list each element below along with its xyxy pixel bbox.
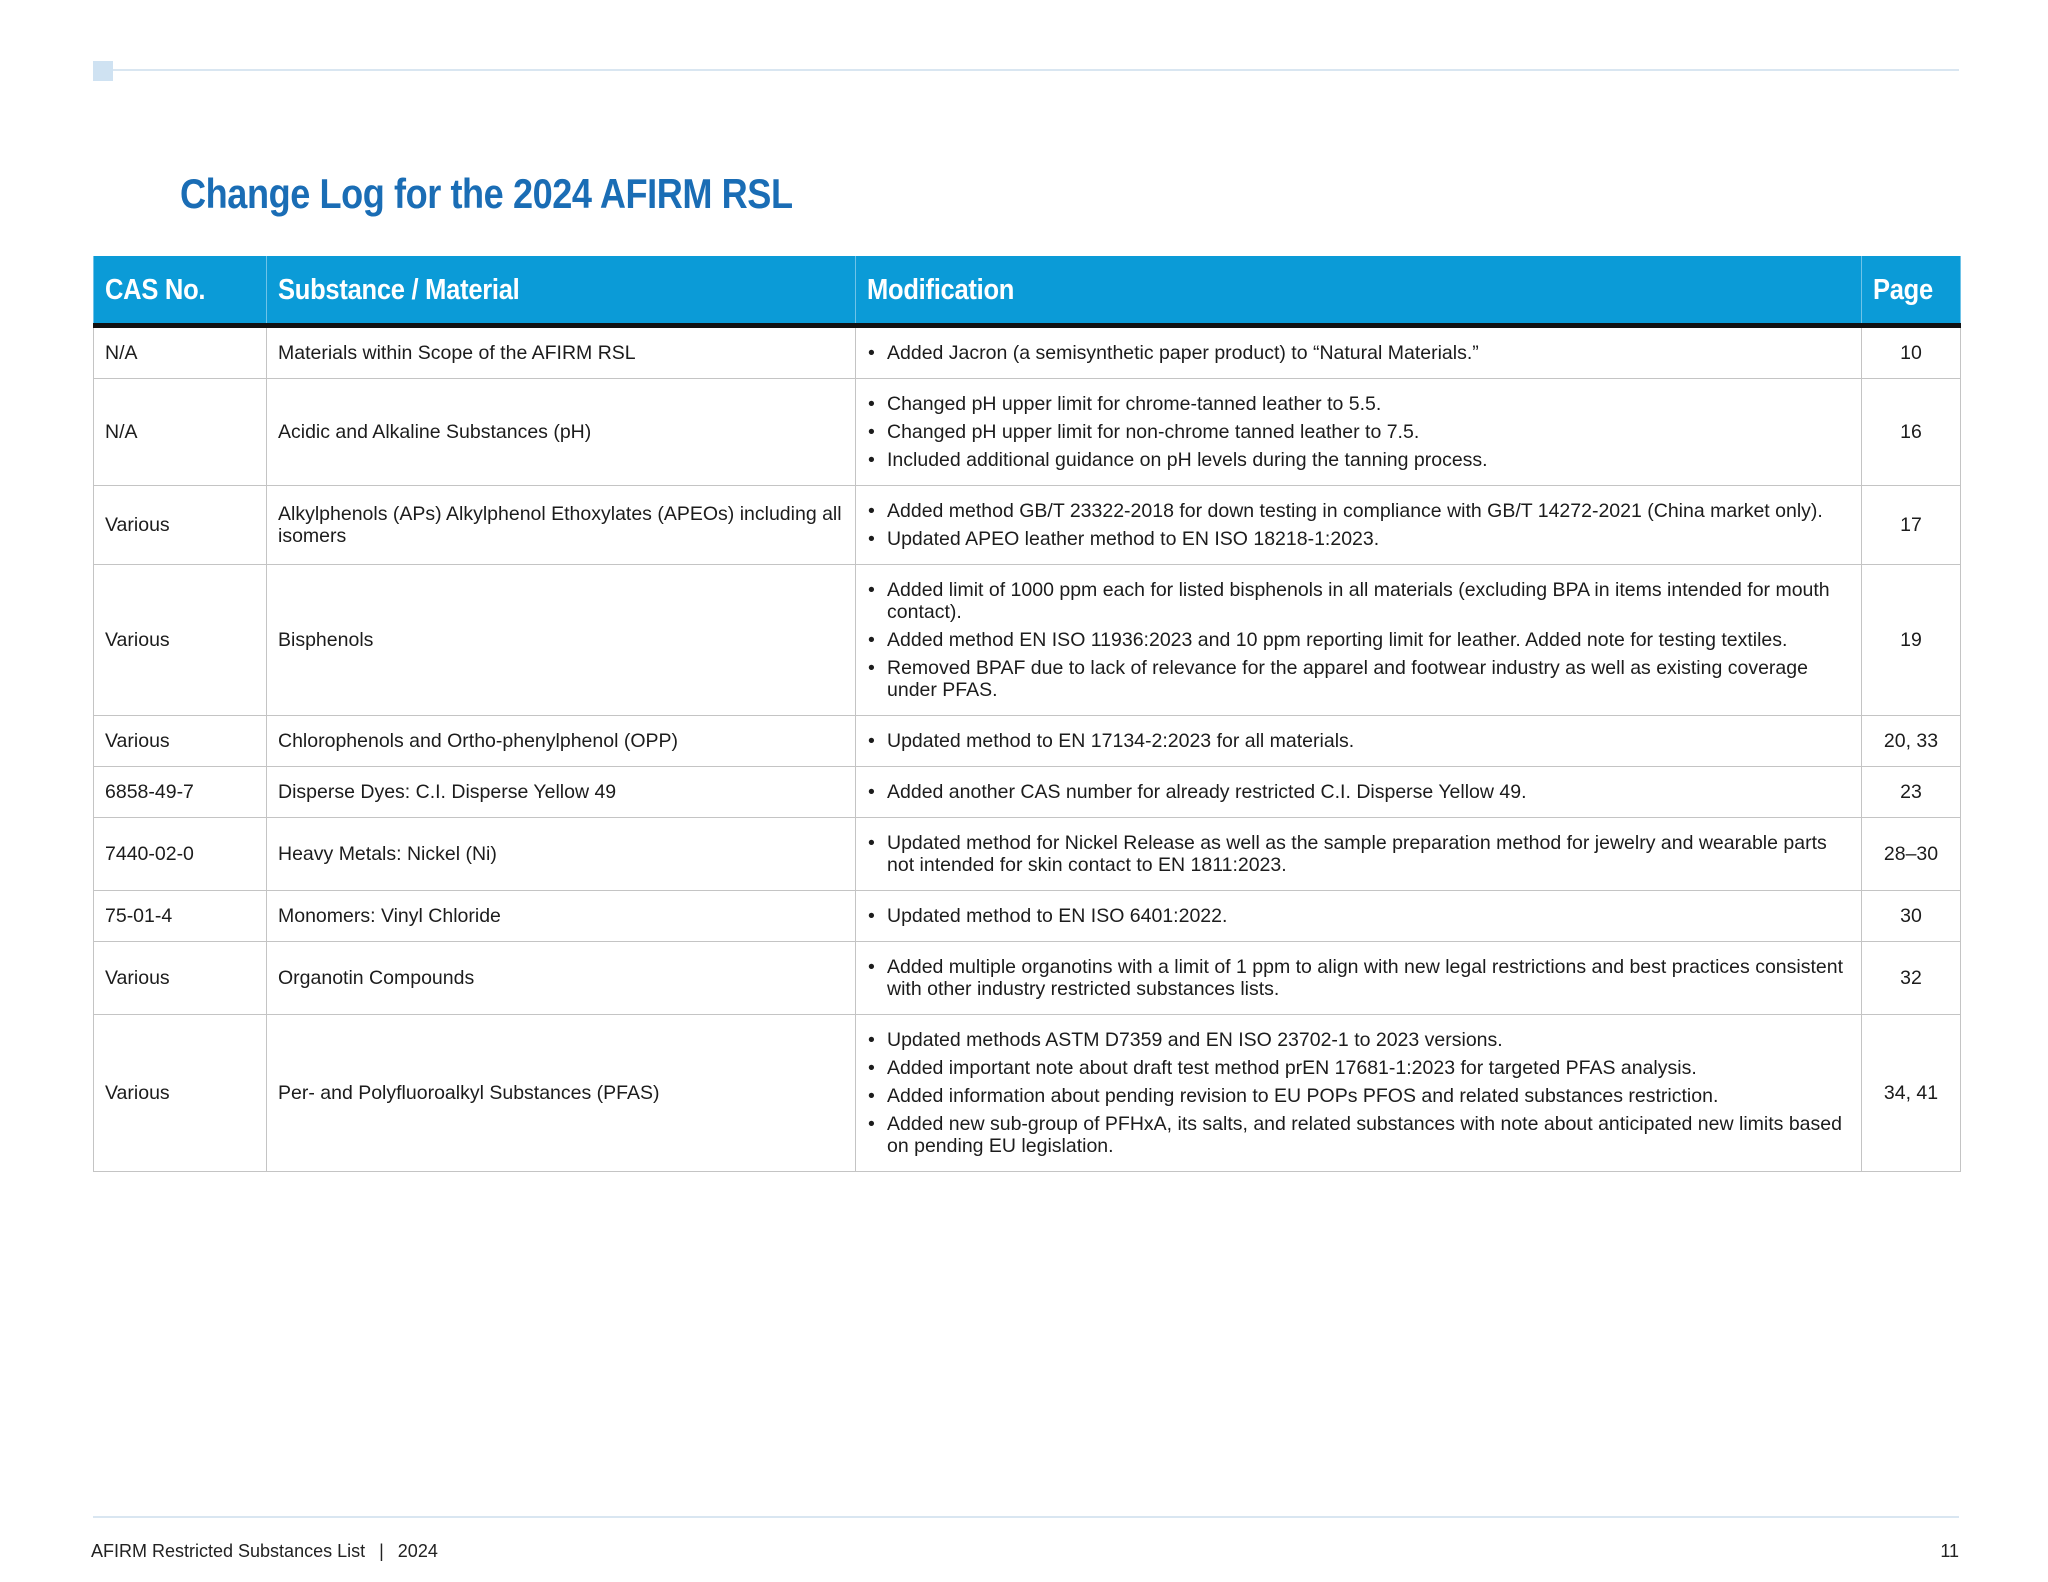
- footer-page-number: 11: [1940, 1541, 1959, 1561]
- modification-cell: [856, 716, 1862, 767]
- header-page: Page: [1862, 256, 1961, 326]
- table-row: [94, 565, 1961, 716]
- cas-number-cell: N/A: [94, 326, 267, 379]
- page-cell: 17: [1862, 486, 1961, 565]
- substance-cell: Monomers: Vinyl Chloride: [267, 891, 856, 942]
- footer-document-title: AFIRM Restricted Substances List: [91, 1541, 366, 1561]
- modification-list: [867, 905, 1850, 927]
- modification-list: [867, 781, 1850, 803]
- modification-item: • Changed pH upper limit for chrome-tanned leather to 5.5.: [867, 393, 1850, 415]
- modification-cell: [856, 942, 1862, 1015]
- page-cell: 16: [1862, 379, 1961, 486]
- modification-item: • Added method EN ISO 11936:2023 and 10 ppm reporting limit for leather. Added note for testing textiles.: [867, 629, 1850, 651]
- modification-item: • Added limit of 1000 ppm each for listed bisphenols in all materials (excluding BPA in items intended for mouth contact).: [867, 579, 1850, 623]
- modification-item: • Changed pH upper limit for non-chrome tanned leather to 7.5.: [867, 421, 1850, 443]
- modification-list: [867, 393, 1850, 471]
- modification-cell: [856, 767, 1862, 818]
- modification-item: • Included additional guidance on pH levels during the tanning process.: [867, 449, 1850, 471]
- modification-item: • Added important note about draft test method prEN 17681-1:2023 for targeted PFAS analysis.: [867, 1057, 1850, 1079]
- modification-list: [867, 1029, 1850, 1157]
- cas-number-cell: 7440-02-0: [94, 818, 267, 891]
- modification-list: [867, 579, 1850, 701]
- modification-cell: [856, 891, 1862, 942]
- cas-number-cell: Various: [94, 942, 267, 1015]
- table-row: [94, 942, 1961, 1015]
- page-cell: 20, 33: [1862, 716, 1961, 767]
- substance-cell: Chlorophenols and Ortho-phenylphenol (OPP): [267, 716, 856, 767]
- substance-cell: Organotin Compounds: [267, 942, 856, 1015]
- page-cell: 23: [1862, 767, 1961, 818]
- header-cas-no: CAS No.: [94, 256, 267, 326]
- footer-separator: |: [379, 1541, 384, 1561]
- modification-item: • Updated methods ASTM D7359 and EN ISO 23702-1 to 2023 versions.: [867, 1029, 1850, 1051]
- table-row: [94, 767, 1961, 818]
- substance-cell: Acidic and Alkaline Substances (pH): [267, 379, 856, 486]
- header-substance: Substance / Material: [267, 256, 856, 326]
- modification-item: • Added Jacron (a semisynthetic paper product) to “Natural Materials.”: [867, 342, 1850, 364]
- substance-cell: Bisphenols: [267, 565, 856, 716]
- table-row: [94, 486, 1961, 565]
- substance-cell: Materials within Scope of the AFIRM RSL: [267, 326, 856, 379]
- modification-item: • Added multiple organotins with a limit of 1 ppm to align with new legal restrictions and best practices consistent with other industry restricted substances lists.: [867, 956, 1850, 1000]
- footer-divider: [93, 1516, 1959, 1518]
- modification-list: [867, 500, 1850, 550]
- table-row: [94, 1015, 1961, 1172]
- table-body: [94, 326, 1961, 1172]
- cas-number-cell: Various: [94, 565, 267, 716]
- page-cell: 30: [1862, 891, 1961, 942]
- modification-item: • Added another CAS number for already restricted C.I. Disperse Yellow 49.: [867, 781, 1850, 803]
- modification-item: • Added new sub-group of PFHxA, its salts, and related substances with note about anticipated new limits based on pending EU legislation.: [867, 1113, 1850, 1157]
- cas-number-cell: Various: [94, 1015, 267, 1172]
- cas-number-cell: N/A: [94, 379, 267, 486]
- modification-list: [867, 342, 1850, 364]
- modification-list: [867, 832, 1850, 876]
- page-cell: 10: [1862, 326, 1961, 379]
- table-row: [94, 716, 1961, 767]
- modification-list: [867, 730, 1850, 752]
- modification-item: • Updated method to EN ISO 6401:2022.: [867, 905, 1850, 927]
- modification-cell: [856, 486, 1862, 565]
- page-cell: 19: [1862, 565, 1961, 716]
- substance-cell: Per- and Polyfluoroalkyl Substances (PFAS): [267, 1015, 856, 1172]
- modification-cell: [856, 379, 1862, 486]
- substance-cell: Disperse Dyes: C.I. Disperse Yellow 49: [267, 767, 856, 818]
- modification-cell: [856, 818, 1862, 891]
- page-cell: 28–30: [1862, 818, 1961, 891]
- modification-list: [867, 956, 1850, 1000]
- cas-number-cell: 6858-49-7: [94, 767, 267, 818]
- substance-cell: Alkylphenols (APs) Alkylphenol Ethoxylates (APEOs) including all isomers: [267, 486, 856, 565]
- top-divider: [113, 69, 1959, 71]
- page-title: Change Log for the 2024 AFIRM RSL: [180, 170, 793, 217]
- decorative-corner-square: [93, 61, 113, 81]
- footer-document-label: [91, 1541, 438, 1562]
- change-log-table: [93, 256, 1961, 1172]
- table-row: [94, 379, 1961, 486]
- cas-number-cell: 75-01-4: [94, 891, 267, 942]
- header-modification: Modification: [856, 256, 1862, 326]
- table-row: [94, 818, 1961, 891]
- modification-cell: [856, 1015, 1862, 1172]
- modification-item: • Removed BPAF due to lack of relevance for the apparel and footwear industry as well as existing coverage under PFAS.: [867, 657, 1850, 701]
- substance-cell: Heavy Metals: Nickel (Ni): [267, 818, 856, 891]
- modification-cell: [856, 565, 1862, 716]
- table-row: [94, 891, 1961, 942]
- modification-cell: [856, 326, 1862, 379]
- modification-item: • Updated method to EN 17134-2:2023 for all materials.: [867, 730, 1850, 752]
- table-header-row: [94, 256, 1961, 326]
- page-cell: 34, 41: [1862, 1015, 1961, 1172]
- page-cell: 32: [1862, 942, 1961, 1015]
- footer-year: 2024: [397, 1541, 438, 1561]
- table-row: [94, 326, 1961, 379]
- modification-item: • Added information about pending revision to EU POPs PFOS and related substances restriction.: [867, 1085, 1850, 1107]
- cas-number-cell: Various: [94, 716, 267, 767]
- modification-item: • Added method GB/T 23322-2018 for down testing in compliance with GB/T 14272-2021 (China market only).: [867, 500, 1850, 522]
- cas-number-cell: Various: [94, 486, 267, 565]
- modification-item: • Updated APEO leather method to EN ISO 18218-1:2023.: [867, 528, 1850, 550]
- modification-item: • Updated method for Nickel Release as well as the sample preparation method for jewelry and wearable parts not intended for skin contact to EN 1811:2023.: [867, 832, 1850, 876]
